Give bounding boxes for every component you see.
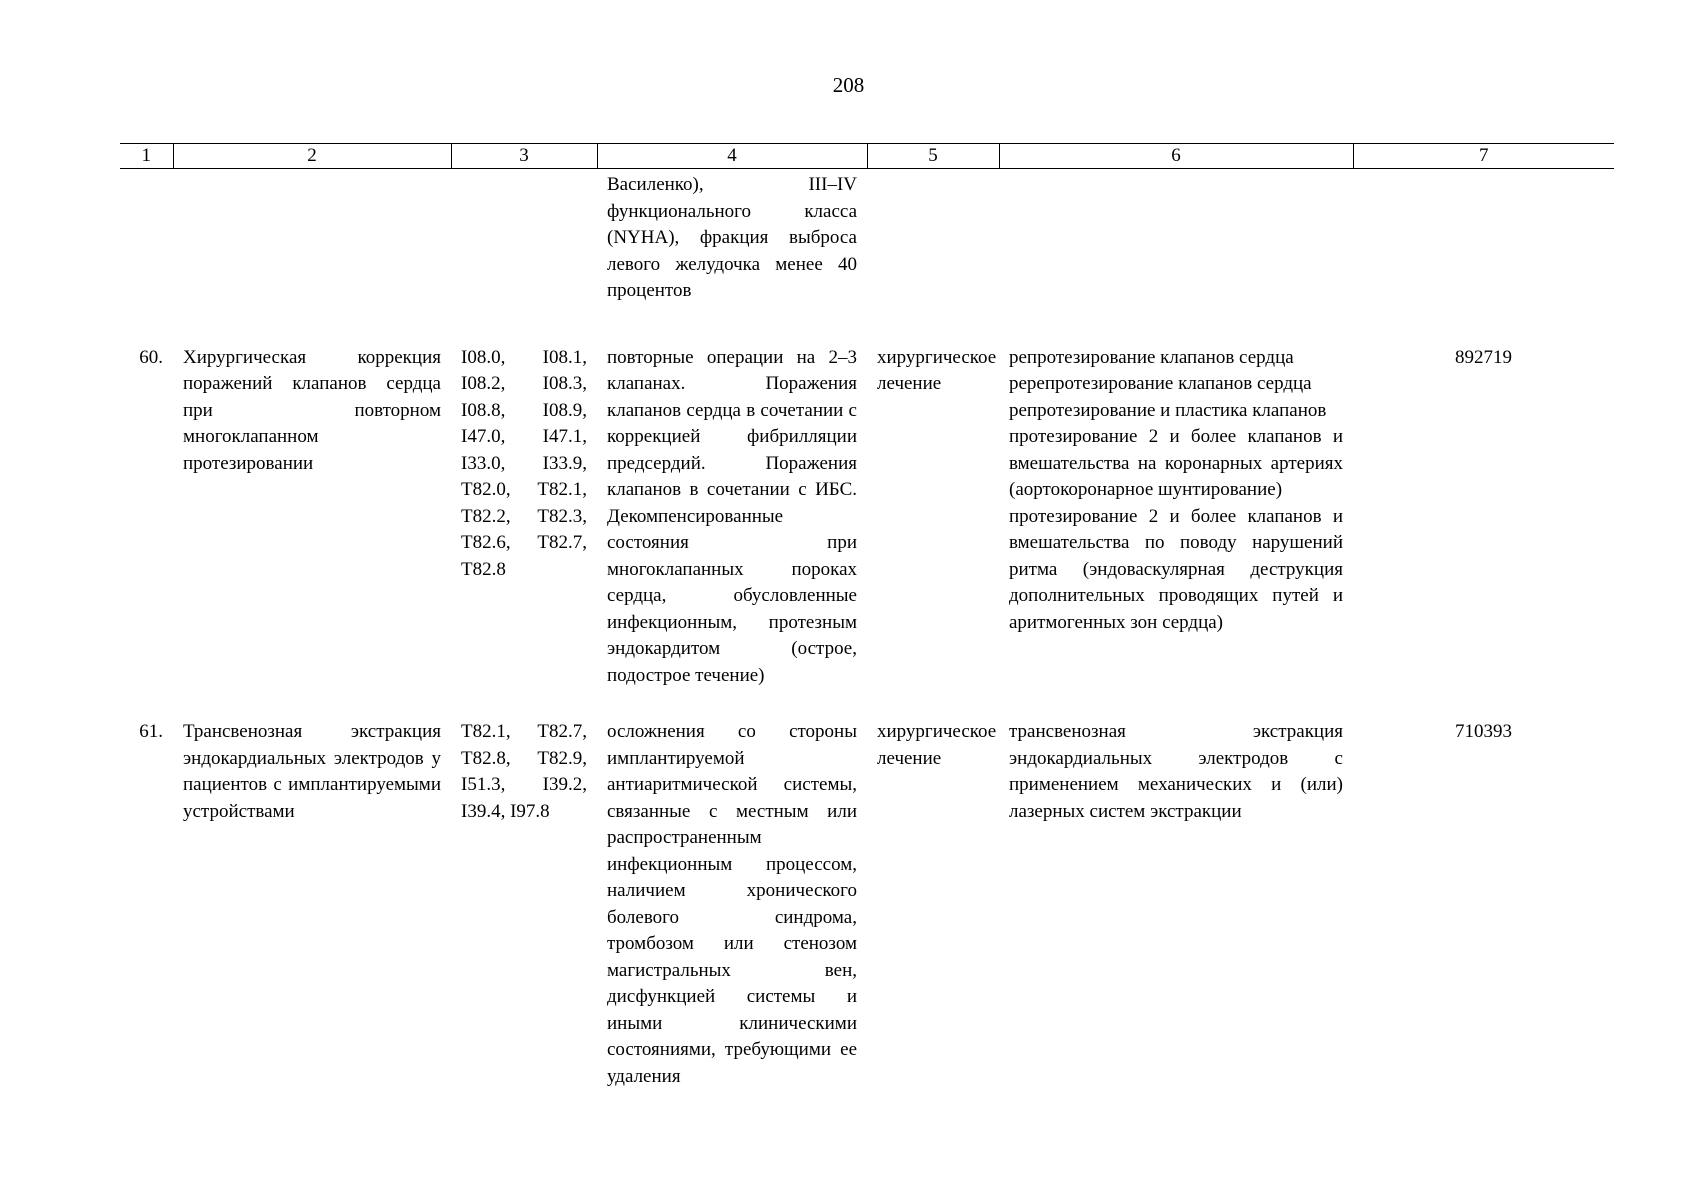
row-treatment-type: хирургическое лечение — [877, 346, 997, 394]
method-item: протезирование 2 и более клапанов и вмешательства на коронарных артериях (аортокоронарное шунтирование) — [1009, 426, 1343, 500]
code-line: I39.4, I97.8 — [461, 800, 550, 822]
method-item: репротезирование и пластика клапанов — [1009, 399, 1327, 421]
row-cost: 892719 — [1455, 346, 1512, 368]
table-row — [120, 719, 1614, 1090]
header-col-2: 2 — [173, 144, 451, 169]
code-line: I47.0, I47.1, — [461, 426, 587, 447]
row-methods — [999, 345, 1353, 720]
header-row — [120, 144, 1614, 169]
services-table — [120, 143, 1614, 1090]
header-col-7: 7 — [1353, 144, 1614, 169]
page-number: 208 — [832, 73, 865, 97]
row-patient-model: осложнения со стороны имплантируемой антиаритмической системы, связанные с местным или распространенным инфекционным процессом, наличием хронического болевого синдрома, тромбозом или стенозом магистральных вен, дисфункцией системы и иными клиническими состояниями, требующими ее удаления — [607, 721, 857, 1087]
row-number: 61. — [139, 721, 163, 742]
code-line: T82.1, T82.7, — [461, 721, 587, 742]
row-cost: 710393 — [1455, 721, 1512, 742]
code-line: I08.2, I08.3, — [461, 373, 587, 394]
code-line: T82.0, T82.1, — [461, 479, 587, 500]
row-number: 60. — [139, 346, 163, 368]
code-line: I51.3, I39.2, — [461, 774, 587, 795]
code-line: T82.2, T82.3, — [461, 505, 587, 527]
method-item: протезирование 2 и более клапанов и вмешательства по поводу нарушений ритма (эндоваскулярная деструкция дополнительных проводящих путей и аритмогенных зон сердца) — [1009, 505, 1343, 633]
code-line: I08.0, I08.1, — [461, 346, 587, 368]
header-col-3: 3 — [451, 144, 597, 169]
row-treatment-type: хирургическое лечение — [877, 721, 997, 769]
header-col-4: 4 — [597, 144, 867, 169]
code-line: I33.0, I33.9, — [461, 452, 587, 474]
table-row — [120, 345, 1614, 720]
continuation-row — [120, 169, 1614, 345]
row-methods — [999, 719, 1353, 1090]
method-item: трансвенозная экстракция эндокардиальных электродов с применением механических и (или) лазерных систем экстракции — [1009, 721, 1343, 822]
code-line: T82.6, T82.7, — [461, 532, 587, 553]
row-patient-model: повторные операции на 2–3 клапанах. Поражения клапанов сердца в сочетании с коррекцией фибрилляции предсердий. Поражения клапанов в сочетании с ИБС. Декомпенсированные состояния при многоклапанных пороках сердца, обусловленные инфекционным, протезным эндокардитом (острое, подострое течение) — [607, 346, 857, 686]
row-codes — [451, 345, 597, 720]
header-col-6: 6 — [999, 144, 1353, 169]
method-item: репротезирование клапанов сердца — [1009, 346, 1294, 368]
header-col-5: 5 — [867, 144, 999, 169]
code-line: I08.8, I08.9, — [461, 399, 587, 421]
method-item: ререпротезирование клапанов сердца — [1009, 373, 1312, 394]
header-col-1: 1 — [120, 144, 173, 169]
code-line: T82.8 — [461, 558, 506, 580]
code-line: T82.8, T82.9, — [461, 747, 587, 769]
continuation-model-text: Василенко), III–IV функционального класса (NYHA), фракция выброса левого желудочка менее 40 процентов — [607, 174, 857, 301]
row-name: Хирургическая коррекция поражений клапанов сердца при повторном многоклапанном протезировании — [183, 346, 441, 474]
row-codes — [451, 719, 597, 1090]
row-name: Трансвенозная экстракция эндокардиальных электродов у пациентов с имплантируемыми устройствами — [183, 721, 441, 822]
